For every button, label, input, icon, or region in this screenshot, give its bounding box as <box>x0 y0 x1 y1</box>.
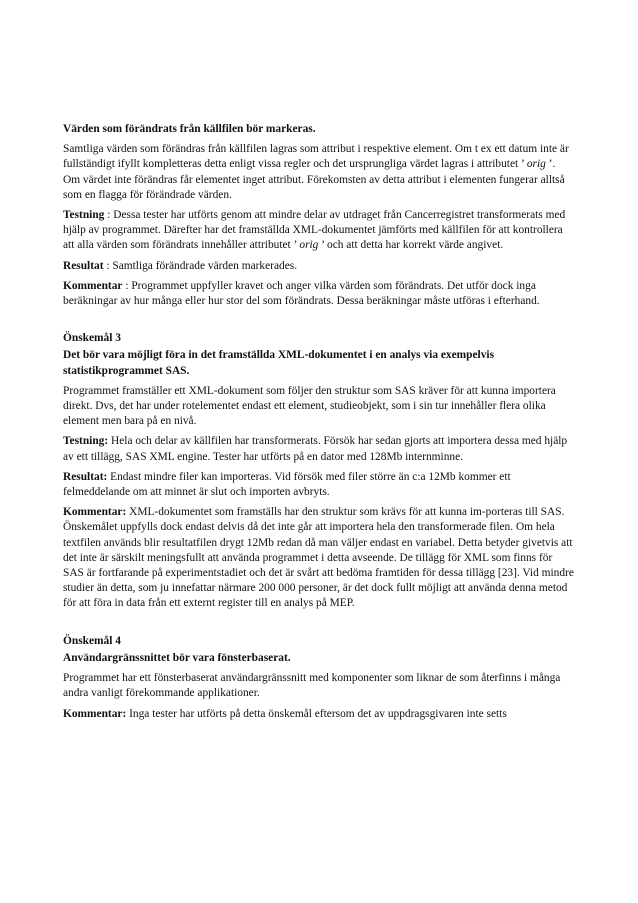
section-spacer <box>63 617 575 634</box>
orig-attribute: orig <box>299 239 319 252</box>
resultat-label: Resultat <box>63 259 104 272</box>
onskemal-4-title: Önskemål 4 <box>63 634 121 647</box>
paragraph-onskemal-3-testning <box>63 434 575 464</box>
testning-label: Testning <box>63 209 105 222</box>
paragraph-onskemal-3-body: Programmet framställer ett XML-dokument som följer den struktur som SAS kräver för att kunna importera direkt. Dvs, det har under rotelementet endast ett element, studieobjekt, som i sin tur innehåller flera olika element men bara på en nivå. <box>63 384 556 428</box>
section-spacer <box>63 314 575 331</box>
section-heading-changed-values: Värden som förändrats från källfilen bör markeras. <box>63 123 316 135</box>
paragraph-testning <box>63 208 575 254</box>
kommentar-label: Kommentar: <box>63 506 127 519</box>
kommentar-label: Kommentar: <box>63 707 127 720</box>
paragraph-onskemal-4-kommentar <box>63 707 575 722</box>
resultat-text: Endast mindre filer kan importeras. Vid försök med filer större än c:a 12Mb kommer ett felmeddelande om att minnet är slut och importen avbryts. <box>63 470 511 499</box>
document-page <box>63 122 575 727</box>
onskemal-3-subtitle: Det bör vara möjligt föra in det framställda XML-dokumentet i en analys via exempelvis statistikprogrammet SAS. <box>63 349 495 377</box>
resultat-label: Resultat: <box>63 470 108 483</box>
kommentar-text: : Programmet uppfyller kravet och anger vilka värden som förändrats. Det utför dock inga beräkningar av hur många eller hur stor del som förändrats. Dessa beräkningar måste utföras i efterhand. <box>63 279 540 308</box>
paragraph-resultat <box>63 259 575 274</box>
resultat-text: : Samtliga förändrade värden markerades. <box>103 259 298 272</box>
onskemal-4-subtitle: Användargränssnittet bör vara fönsterbaserat. <box>63 651 291 664</box>
testning-text-a: : Dessa tester har utförts genom att mindre delar av utdraget från Cancerregistret transformerats med hjälp av programmet. Därefter har det framställda XML-dokumentet jämförts med källfilen för att kontrollera att alla värden som förändrats innehåller attributet ’ <box>63 209 566 252</box>
testning-text-b: ’ och att detta har korrekt värde angivet. <box>318 239 504 252</box>
orig-attribute: orig <box>526 158 546 171</box>
paragraph-onskemal-3-resultat <box>63 470 575 500</box>
paragraph-changed-values-intro <box>63 142 575 203</box>
paragraph-onskemal-3-kommentar <box>63 505 575 611</box>
testning-text: Hela och delar av källfilen har transformerats. Försök har sedan gjorts att importera dessa med hjälp av ett tillägg, SAS XML engine. Tester har utförts på en dator med 128Mb internminne. <box>63 435 568 463</box>
kommentar-text: XML-dokumentet som framställs har den struktur som krävs för att kunna im-porteras till SAS. Önskemålet uppfylls dock endast delvis då det inte går att importera hela den transformerade filen. Om hela textfilen används blir resultatfilen drygt 12Mb redan då man väljer endast en variabel. Detta betyder givetvis att det inte är särskilt meningsfullt att använda programmet i detta avseende. De tillägg för XML som finns för SAS är fortfarande på experimentstadiet och det är svårt att bedöma framtiden för dessa tillägg [23]. Vid mindre studier än detta, som ju innefattar närmare 200 000 personer, är det dock fullt möjligt att använda denna metod för att föra in data från ett externt register till en analys på MEP. <box>63 506 574 610</box>
kommentar-text: Inga tester har utförts på detta önskemål eftersom det av uppdragsgivaren inte setts <box>126 707 507 720</box>
paragraph-kommentar <box>63 279 575 309</box>
intro-text-b: ’. Om värdet inte förändras får elementet inget attribut. Förekomsten av detta attribut i elementen fungerar alltså som en flagga för förändrade värden. <box>63 158 565 201</box>
onskemal-3-title: Önskemål 3 <box>63 332 121 345</box>
paragraph-onskemal-4-body: Programmet har ett fönsterbaserat användargränssnitt med komponenter som liknar de som återfinns i många andra vanligt förekommande applikationer. <box>63 672 561 700</box>
intro-text-a: Samtliga värden som förändras från källfilen lagras som attribut i respektive element. Om t ex ett datum inte är fullständigt ifyllt kompletteras detta enligt vissa regler och det ursprungliga värdet lagras i attributet ’ <box>63 143 569 171</box>
testning-label: Testning: <box>63 435 109 448</box>
kommentar-label: Kommentar <box>63 279 123 292</box>
